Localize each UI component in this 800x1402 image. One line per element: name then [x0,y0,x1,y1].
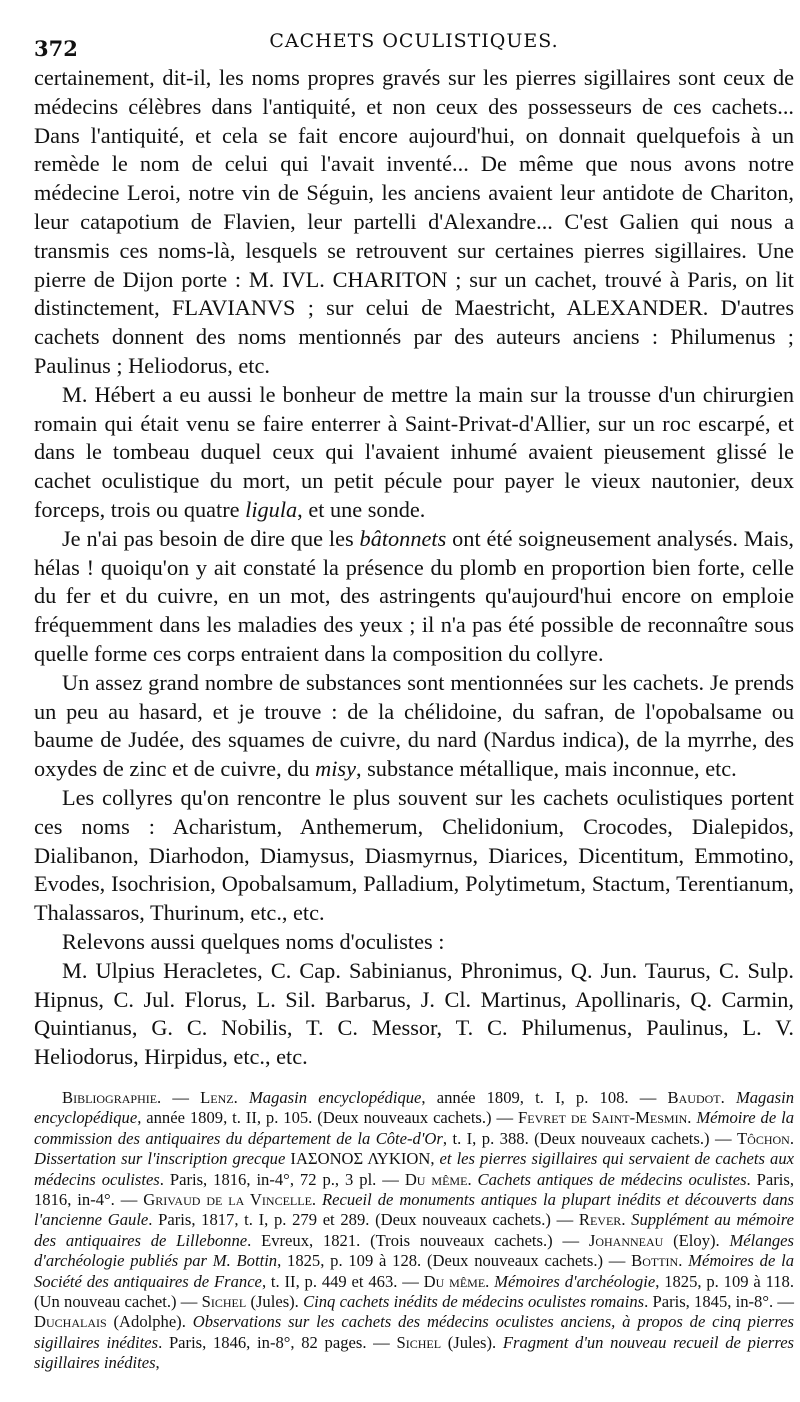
author-name: Rever [578,1210,622,1230]
work-title: Dissertation sur l'inscription grecque [34,1149,286,1169]
author-name: Bottin [631,1251,679,1271]
text-run: , substance métallique, mais inconnue, etc. [355,756,737,782]
text-run: . [720,1087,736,1107]
author-name: Fevret de Saint-Mesmin [518,1108,688,1128]
paragraph: M. Ulpius Heracletes, C. Cap. Sabinianus, Phronimus, Q. Jun. Taurus, C. Sulp. Hipnus, C. Jul. Florus, L. Sil. Barbarus, J. Cl. Martinus, Apollinaris, Q. Carmin, Quintianus, G. C. Nobilis, T. C. Messor, T. C. Philumenus, Paulinus, L. V. Heliodorus, Hirpidus, etc., etc. [34,957,794,1070]
text-run: , année 1809, t. I, p. 108. — [421,1087,668,1107]
italic-term: ligula [245,496,298,522]
bibliography-label: Bibliographie. [62,1087,162,1107]
author-name: Johanneau [588,1230,664,1250]
text-run: . [621,1210,632,1230]
paragraph: certainement, dit-il, les noms propres gravés sur les pierres sigillaires sont ceux de médecins célèbres dans l'antiquité, et non ceux des possesseurs de ces cachets... Dans l'antiquité, et cela se fait encore aujourd'hui, on donnait quelquefois à un remède le nom de celui qui l'avait inventé... De même que nous avons notre médecine Leroi, notre vin de Séguin, les anciens avaient leur antidote de Chariton, leur catapotium de Flavien, leur partelli d'Alexandre... C'est Galien qui nous a transmis ces noms-là, lesquels se retrouvent sur certaines pierres sigillaires. Une pierre de Dijon porte : M. IVL. CHARITON ; sur un cachet, trouvé à Paris, on lit distinctement, FLAVIANVS ; sur celui de Maestricht, ALEXANDER. D'autres cachets donnent des noms mentionnés par des auteurs anciens : Philumenus ; Paulinus ; Heliodorus, etc. [34,65,794,378]
bibliography-paragraph [34,1088,794,1374]
author-name: Duchalais [34,1312,107,1332]
text-run: Je n'ai pas besoin de dire que les [62,525,354,551]
page-number: 372 [34,36,78,61]
text-run: (Jules). [246,1291,304,1311]
author-name: Du même [404,1169,468,1189]
text-run: . [311,1189,323,1209]
work-title: Mémoire de la commission des antiquaires du département de la Côte-d'Or [34,1108,795,1148]
work-title: Supplément au mémoire des antiquaires de Lillebonne [34,1210,794,1250]
text-run: ont été soigneusement analysés. Mais, hélas ! quoiqu'on y ait constaté la présence du plomb en proportion bien forte, celle du fer et du cuivre, en un mot, des astringents qu'aujourd'hui encore on emploie fréquemment dans les maladies des yeux ; il n'a pas été possible de reconnaître sous quelle forme ces corps entraient dans la composition du collyre. [34,525,794,666]
work-title: Mémoires de la Société des antiquaires de France [34,1251,794,1291]
text-run: . Paris, 1817, t. I, p. 279 et 289. (Deux nouveaux cachets.) — [148,1210,579,1230]
running-title: CACHETS OCULISTIQUES. [269,30,559,52]
text-run: , [155,1353,160,1373]
text-run: . [485,1271,495,1291]
text-run: . [789,1128,794,1148]
work-title: et les pierres sigillaires qui servaient de cachets aux médecins oculistes [34,1149,794,1189]
text-run: . [678,1251,689,1271]
work-title: Fragment d'un nouveau recueil de pierres sigillaires inédites [34,1332,795,1373]
page-header [34,0,794,64]
text-run: . Paris, 1816, in-4°, 72 p., 3 pl. — [159,1169,405,1189]
author-name: Tôchon [737,1128,790,1148]
work-title: Mélanges d'archéologie publiés par M. Bottin [34,1230,794,1271]
text-run: (Jules). [441,1332,503,1352]
work-title: Cinq cachets inédits de médecins oculistes romains [303,1291,645,1311]
author-name: Du même [423,1271,486,1291]
text-run: , et une sonde. [297,496,426,522]
text-run: (Adolphe). [106,1312,193,1332]
paragraph: Les collyres qu'on rencontre le plus souvent sur les cachets oculistiques portent ces noms : Acharistum, Anthemerum, Chelidonium, Crocodes, Dialepidos, Dialibanon, Diarhodon, Diamysus, Diasmyrnus, Diarices, Dicentitum, Emmotino, Evodes, Isochrision, Opobalsamum, Palladium, Polytimetum, Stactum, Terentianum, Thalassaros, Thurinum, etc., etc. [34,784,794,926]
text-run: Un assez grand nombre de substances sont mentionnées sur les cachets. Je prends un peu au hasard, et je trouve : de la chélidoine, du safran, de l'opobalsame ou baume de Judée, des squames de cuivre, du nard (Nardus indica), de la myrrhe, des oxydes de zinc et de cuivre, du [34,669,794,782]
italic-term: misy [315,756,356,782]
text-run: . [687,1108,697,1128]
work-title: Mémoires d'archéologie [494,1271,656,1291]
text-run: . Evreux, 1821. (Trois nouveaux cachets.) — [247,1230,589,1250]
text-run: , 1825, p. 109 à 128. (Deux nouveaux cachets.) — [277,1251,632,1271]
bibliography [34,1088,794,1374]
paragraph: Relevons aussi quelques noms d'oculistes : [62,928,445,954]
text-run: . Paris, 1845, in-8°. — [644,1291,794,1311]
text-run: M. Hébert a eu aussi le bonheur de mettre la main sur la trousse d'un chirurgien romain qui était venu se faire enterrer à Saint-Privat-d'Allier, sur un roc escarpé, et dans le tombeau duquel ceux qui l'avaient inhumé avaient pieusement glissé le cachet oculistique du mort, un petit pécule pour payer le vieux nautonier, deux forceps, trois ou quatre [34,381,794,522]
greek-inscription: ΙΑΣΟΝΟΣ ΛΥΚΙΟΝ, [285,1149,440,1169]
author-name: Sichel [396,1332,442,1352]
text-run: . Paris, 1846, in-8°, 82 pages. — [158,1332,397,1352]
text-run: . [467,1169,478,1189]
body-text [34,64,794,1072]
paragraph [34,381,794,525]
work-title: Magasin encyclopédique [248,1087,422,1107]
text-run: . Paris, 1816, in-4°. — [34,1169,794,1209]
paragraph [34,525,794,669]
work-title: Observations sur les cachets des médecins oculistes anciens, à propos de cinq pierres sigillaires inédites [34,1312,794,1352]
work-title: Recueil de monuments antiques la plupart inédits et découverts dans l'ancienne Gaule [34,1189,794,1230]
text-run: , t. II, p. 449 et 463. — [261,1271,424,1291]
text-run: , 1825, p. 109 à 118. (Un nouveau cachet.) — [34,1271,794,1311]
text-run: , année 1809, t. II, p. 105. (Deux nouveaux cachets.) — [137,1108,519,1128]
author-name: Grivaud de la Vincelle [143,1189,312,1209]
text-run: — [161,1087,201,1107]
text-run: , t. I, p. 388. (Deux nouveaux cachets.) — [442,1128,738,1148]
paragraph [34,669,794,784]
author-name: Lenz [200,1087,234,1107]
author-name: Sichel [201,1291,247,1311]
text-run: (Eloy). [663,1230,730,1250]
work-title: Cachets antiques de médecins oculistes [477,1169,747,1189]
author-name: Baudot [667,1087,721,1107]
italic-term: bâtonnets [359,525,447,551]
work-title: Magasin encyclopédique [34,1087,795,1128]
text-run: . [233,1087,249,1107]
